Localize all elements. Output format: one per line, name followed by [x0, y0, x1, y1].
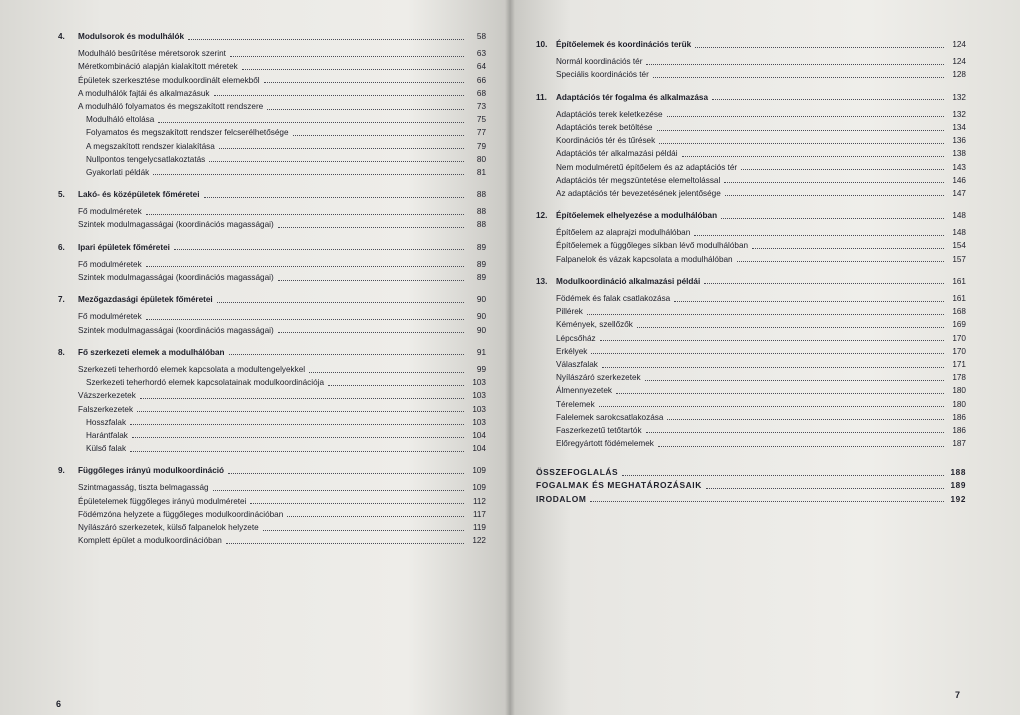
entry-title: Hosszfalak: [86, 417, 127, 427]
dot-leader: [226, 542, 464, 544]
entry-page-number: 75: [476, 115, 486, 125]
entry-title: Erkélyek: [556, 346, 588, 356]
dot-leader: [602, 366, 944, 368]
entry-title: Nyílászáró szerkezetek: [556, 373, 641, 383]
dot-leader: [188, 38, 464, 40]
entry-title: A modulháló folyamatos és megszakított rendszere: [78, 101, 264, 111]
entry-page-number: 66: [476, 75, 486, 85]
toc-entry[interactable]: [58, 153, 486, 166]
dot-leader: [140, 397, 464, 399]
toc-chapter-entry[interactable]: [536, 209, 966, 222]
entry-page-number: 88: [476, 220, 486, 230]
toc-entry[interactable]: [536, 305, 966, 318]
entry-title: Falszerkezetek: [78, 404, 134, 414]
toc-entry[interactable]: [58, 258, 486, 271]
toc-entry[interactable]: [536, 174, 966, 187]
dot-leader: [724, 181, 944, 183]
toc-entry[interactable]: [536, 55, 966, 68]
toc-entry[interactable]: [536, 108, 966, 121]
dot-leader: [646, 431, 944, 433]
entry-title: Adaptációs tér fogalma és alkalmazása: [556, 92, 708, 102]
toc-entry[interactable]: [58, 403, 486, 416]
toc-entry[interactable]: [58, 416, 486, 429]
entry-title: FOGALMAK ÉS MEGHATÁROZÁSAIK: [536, 480, 702, 491]
entry-title: Épületek szerkesztése modulkoordinált elemekből: [78, 75, 260, 85]
entry-title: Harántfalak: [86, 430, 128, 440]
entry-page-number: 89: [476, 273, 486, 282]
entry-page-number: 189: [950, 481, 966, 491]
entry-title: Gyakorlati példák: [86, 167, 150, 177]
entry-title: Modulsorok és modulhálók: [78, 32, 184, 41]
toc-entry[interactable]: [536, 318, 966, 331]
entry-page-number: 89: [476, 259, 486, 269]
entry-title: Szerkezeti teherhordó elemek kapcsolatainak modulkoordinációja: [86, 378, 325, 388]
entry-title: Térelemek: [556, 399, 595, 409]
toc-chapter-entry[interactable]: [58, 30, 486, 43]
entry-page-number: 81: [476, 167, 486, 177]
dot-leader: [674, 300, 944, 302]
toc-entry[interactable]: [536, 68, 966, 81]
entry-page-number: 136: [952, 136, 966, 146]
entry-title: A modulhálók fajtái és alkalmazásuk: [78, 88, 210, 98]
toc-entry[interactable]: [58, 481, 486, 494]
entry-page-number: 138: [952, 149, 966, 159]
entry-page-number: 132: [952, 92, 966, 102]
dot-leader: [667, 115, 945, 117]
entry-page-number: 171: [952, 359, 966, 369]
toc-entry[interactable]: [536, 384, 966, 397]
toc-backmatter-entry[interactable]: [536, 466, 966, 479]
toc-entry[interactable]: [58, 442, 486, 455]
entry-page-number: 109: [472, 466, 486, 476]
entry-page-number: 170: [952, 346, 966, 356]
entry-title: Építőelemek elhelyezése a modulhálóban: [556, 211, 718, 221]
dot-leader: [752, 247, 944, 249]
dot-leader: [214, 94, 464, 96]
entry-title: Fő modulméretek: [78, 312, 142, 322]
entry-page-number: 103: [472, 417, 486, 427]
entry-title: Az adaptációs tér bevezetésének jelentősége: [556, 188, 721, 198]
dot-leader: [712, 98, 944, 100]
dot-leader: [263, 529, 464, 531]
entry-title: Adaptációs tér alkalmazási példái: [556, 149, 678, 159]
entry-page-number: 104: [472, 430, 486, 440]
entry-title: Fő szerkezeti elemek a modulhálóban: [78, 347, 225, 357]
dot-leader: [622, 474, 944, 476]
chapter-number: 12.: [536, 211, 548, 221]
entry-title: A megszakított rendszer kialakítása: [86, 141, 215, 151]
entry-page-number: 147: [952, 188, 966, 198]
toc-entry[interactable]: [58, 47, 486, 60]
book-gutter: [505, 0, 515, 715]
entry-page-number: 103: [472, 391, 486, 401]
toc-entry[interactable]: [536, 371, 966, 384]
toc-entry[interactable]: [58, 363, 486, 376]
toc-entry[interactable]: [58, 205, 486, 218]
entry-title: Födémzóna helyzete a függőleges modulkoordinációban: [78, 509, 284, 519]
entry-page-number: 63: [476, 49, 486, 59]
dot-leader: [278, 226, 464, 228]
toc-entry[interactable]: [58, 429, 486, 442]
entry-page-number: 103: [472, 378, 486, 388]
entry-page-number: 161: [952, 276, 966, 286]
toc-entry[interactable]: [58, 271, 486, 284]
toc-entry[interactable]: [536, 147, 966, 160]
toc-entry[interactable]: [536, 134, 966, 147]
toc-entry[interactable]: [536, 345, 966, 358]
toc-left: [58, 30, 486, 547]
entry-title: Lépcsőház: [556, 333, 596, 343]
dot-leader: [721, 217, 944, 219]
entry-page-number: 170: [952, 333, 966, 343]
dot-leader: [278, 279, 464, 281]
entry-title: Külső falak: [86, 444, 127, 454]
entry-page-number: 73: [476, 101, 486, 111]
entry-page-number: 79: [476, 141, 486, 151]
page-number-right: 7: [955, 690, 961, 700]
entry-page-number: 188: [950, 468, 966, 478]
toc-entry[interactable]: [536, 424, 966, 437]
entry-page-number: 186: [952, 412, 966, 422]
entry-title: Álmennyezetek: [556, 386, 612, 396]
toc-entry[interactable]: [536, 226, 966, 239]
entry-title: Szerkezeti teherhordó elemek kapcsolata a modultengelyekkel: [78, 364, 306, 374]
entry-page-number: 124: [952, 40, 966, 49]
chapter-number: 13.: [536, 276, 548, 286]
toc-entry[interactable]: [536, 292, 966, 305]
entry-page-number: 186: [952, 425, 966, 435]
dot-leader: [741, 168, 944, 170]
entry-title: Fő modulméretek: [78, 207, 142, 217]
entry-title: Válaszfalak: [556, 359, 598, 369]
entry-page-number: 80: [476, 154, 486, 164]
dot-leader: [616, 392, 944, 394]
entry-title: Modulháló besűrítése méretsorok szerint: [78, 49, 226, 59]
dot-leader: [278, 331, 464, 333]
entry-title: Falpanelok és vázak kapcsolata a modulhálóban: [556, 254, 733, 264]
dot-leader: [293, 134, 464, 136]
dot-leader: [637, 326, 944, 328]
dot-leader: [328, 384, 464, 386]
dot-leader: [130, 450, 464, 452]
dot-leader: [599, 405, 944, 407]
entry-title: Fő modulméretek: [78, 259, 142, 269]
chapter-number: 6.: [58, 242, 65, 252]
dot-leader: [600, 339, 944, 341]
entry-page-number: 109: [472, 483, 486, 493]
dot-leader: [213, 489, 464, 491]
entry-page-number: 58: [476, 32, 486, 41]
entry-title: Nyílászáró szerkezetek, külső falpanelok helyzete: [78, 523, 259, 532]
dot-leader: [204, 196, 465, 198]
dot-leader: [645, 379, 944, 381]
right-page: [510, 0, 1020, 715]
entry-page-number: 180: [952, 399, 966, 409]
entry-page-number: 88: [476, 207, 486, 217]
entry-page-number: 104: [472, 444, 486, 454]
dot-leader: [694, 234, 944, 236]
dot-leader: [209, 160, 464, 162]
entry-page-number: 169: [952, 320, 966, 330]
dot-leader: [657, 129, 945, 131]
chapter-number: 4.: [58, 32, 65, 41]
toc-entry[interactable]: [536, 187, 966, 200]
dot-leader: [309, 371, 464, 373]
toc-entry[interactable]: [58, 218, 486, 231]
entry-title: Adaptációs tér megszüntetése elemeltolással: [556, 175, 721, 185]
toc-entry[interactable]: [536, 332, 966, 345]
dot-leader: [137, 410, 464, 412]
toc-entry[interactable]: [58, 60, 486, 73]
toc-entry[interactable]: [536, 398, 966, 411]
entry-title: Normál koordinációs tér: [556, 57, 643, 67]
entry-page-number: 161: [952, 294, 966, 303]
entry-title: Födémek és falak csatlakozása: [556, 294, 671, 303]
dot-leader: [219, 147, 464, 149]
entry-title: Folyamatos és megszakított rendszer felcserélhetősége: [86, 128, 289, 138]
toc-chapter-entry[interactable]: [58, 293, 486, 306]
entry-title: Faszerkezetű tetőtartók: [556, 425, 642, 435]
dot-leader: [146, 265, 464, 267]
entry-title: Szintek modulmagasságai (koordinációs magasságai): [78, 325, 274, 335]
dot-leader: [230, 55, 464, 57]
toc-chapter-entry[interactable]: [58, 464, 486, 477]
toc-entry[interactable]: [58, 166, 486, 179]
entry-title: Szintek modulmagasságai (koordinációs magasságai): [78, 220, 274, 230]
toc-entry[interactable]: [58, 495, 486, 508]
entry-title: Függőleges irányú modulkoordináció: [78, 466, 225, 476]
dot-leader: [646, 63, 944, 65]
entry-page-number: 146: [952, 175, 966, 185]
entry-title: Előregyártott födémelemek: [556, 439, 654, 449]
entry-page-number: 64: [476, 62, 486, 72]
dot-leader: [659, 142, 944, 144]
entry-page-number: 119: [472, 523, 486, 532]
entry-title: Pillérek: [556, 307, 583, 317]
toc-entry[interactable]: [58, 376, 486, 389]
chapter-number: 8.: [58, 347, 65, 357]
toc-entry[interactable]: [58, 508, 486, 521]
toc-entry[interactable]: [58, 534, 486, 547]
toc-backmatter-entry[interactable]: [536, 493, 966, 506]
entry-page-number: 90: [476, 325, 486, 335]
dot-leader: [174, 248, 464, 250]
toc-entry[interactable]: [58, 140, 486, 153]
dot-leader: [287, 515, 464, 517]
entry-title: Szintmagasság, tiszta belmagasság: [78, 483, 209, 493]
entry-page-number: 89: [476, 242, 486, 252]
toc-entry[interactable]: [58, 113, 486, 126]
entry-title: Épületelemek függőleges irányú modulméretei: [78, 496, 247, 506]
entry-title: Építőelemek és koordinációs terük: [556, 40, 692, 49]
dot-leader: [158, 121, 464, 123]
entry-title: IRODALOM: [536, 493, 587, 504]
toc-entry[interactable]: [58, 324, 486, 337]
toc-entry[interactable]: [58, 126, 486, 139]
entry-title: Falelemek sarokcsatlakozása: [556, 412, 664, 422]
entry-page-number: 68: [476, 88, 486, 98]
dot-leader: [695, 46, 944, 48]
entry-page-number: 143: [952, 162, 966, 172]
entry-page-number: 112: [472, 496, 486, 506]
entry-title: Építőelem az alaprajzi modulhálóban: [556, 228, 691, 238]
entry-title: Adaptációs terek betöltése: [556, 122, 653, 132]
entry-page-number: 168: [952, 307, 966, 317]
entry-page-number: 157: [952, 254, 966, 264]
toc-entry[interactable]: [58, 521, 486, 534]
toc-entry[interactable]: [536, 239, 966, 252]
dot-leader: [725, 194, 944, 196]
toc-chapter-entry[interactable]: [58, 188, 486, 201]
entry-title: Adaptációs terek keletkezése: [556, 109, 663, 119]
dot-leader: [153, 173, 464, 175]
toc-chapter-entry[interactable]: [536, 275, 966, 288]
dot-leader: [264, 81, 464, 83]
entry-page-number: 192: [950, 494, 966, 504]
dot-leader: [229, 353, 464, 355]
dot-leader: [667, 418, 944, 420]
toc-entry[interactable]: [536, 161, 966, 174]
entry-page-number: 132: [952, 109, 966, 119]
entry-page-number: 88: [476, 190, 486, 200]
entry-page-number: 187: [952, 439, 966, 449]
entry-page-number: 154: [952, 241, 966, 251]
entry-title: Modulkoordináció alkalmazási példái: [556, 276, 701, 286]
entry-title: Speciális koordinációs tér: [556, 70, 649, 80]
chapter-number: 7.: [58, 295, 65, 305]
entry-title: Kémények, szellőzők: [556, 320, 633, 330]
toc-entry[interactable]: [536, 253, 966, 266]
dot-leader: [132, 436, 464, 438]
entry-title: Koordinációs tér és tűrések: [556, 136, 656, 146]
page-number-left: 6: [56, 699, 62, 709]
entry-title: Lakó- és középületek főméretei: [78, 190, 200, 200]
entry-title: Komplett épület a modulkoordinációban: [78, 536, 222, 546]
entry-title: Modulháló eltolása: [86, 115, 155, 125]
toc-backmatter-entry[interactable]: [536, 479, 966, 492]
dot-leader: [682, 155, 944, 157]
dot-leader: [146, 213, 464, 215]
dot-leader: [706, 487, 944, 489]
toc-entry[interactable]: [58, 389, 486, 402]
toc-entry[interactable]: [536, 411, 966, 424]
toc-entry[interactable]: [58, 310, 486, 323]
entry-page-number: 148: [952, 211, 966, 221]
entry-title: Építőelemek a függőleges síkban lévő modulhálóban: [556, 241, 749, 251]
entry-title: Szintek modulmagasságai (koordinációs magasságai): [78, 273, 274, 282]
entry-page-number: 180: [952, 386, 966, 396]
entry-page-number: 103: [472, 404, 486, 414]
dot-leader: [590, 500, 944, 502]
dot-leader: [228, 472, 464, 474]
entry-page-number: 124: [952, 57, 966, 67]
dot-leader: [267, 108, 464, 110]
toc-entry[interactable]: [536, 121, 966, 134]
entry-title: Mezőgazdasági épületek főméretei: [78, 295, 213, 305]
entry-page-number: 90: [476, 312, 486, 322]
toc-entry[interactable]: [58, 100, 486, 113]
entry-page-number: 128: [952, 70, 966, 80]
dot-leader: [591, 352, 944, 354]
entry-page-number: 117: [472, 509, 486, 519]
toc-chapter-entry[interactable]: [536, 91, 966, 104]
toc-entry[interactable]: [58, 74, 486, 87]
entry-title: ÖSSZEFOGLALÁS: [536, 467, 619, 478]
entry-page-number: 99: [476, 364, 486, 374]
entry-title: Méretkombináció alapján kialakított méretek: [78, 62, 238, 72]
entry-page-number: 90: [476, 295, 486, 305]
entry-title: Nem modulméretű építőelem és az adaptációs tér: [556, 162, 738, 172]
dot-leader: [242, 68, 464, 70]
dot-leader: [704, 282, 944, 284]
dot-leader: [737, 260, 944, 262]
dot-leader: [658, 445, 944, 447]
toc-chapter-entry[interactable]: [58, 346, 486, 359]
dot-leader: [250, 502, 464, 504]
chapter-number: 11.: [536, 92, 547, 102]
dot-leader: [653, 76, 944, 78]
entry-title: Ipari épületek főméretei: [78, 242, 170, 252]
chapter-number: 5.: [58, 190, 65, 200]
entry-page-number: 134: [952, 122, 966, 132]
entry-page-number: 148: [952, 228, 966, 238]
dot-leader: [587, 313, 944, 315]
dot-leader: [217, 301, 464, 303]
entry-page-number: 178: [952, 373, 966, 383]
toc-chapter-entry[interactable]: [58, 241, 486, 254]
chapter-number: 9.: [58, 466, 65, 476]
dot-leader: [130, 423, 464, 425]
entry-page-number: 122: [472, 536, 486, 546]
toc-entry[interactable]: [536, 358, 966, 371]
entry-page-number: 91: [476, 347, 486, 357]
entry-page-number: 77: [476, 128, 486, 138]
toc-chapter-entry[interactable]: [536, 38, 966, 51]
toc-entry[interactable]: [536, 437, 966, 450]
entry-title: Vázszerkezetek: [78, 391, 136, 401]
entry-title: Nullpontos tengelycsatlakoztatás: [86, 154, 206, 164]
toc-entry[interactable]: [58, 87, 486, 100]
dot-leader: [146, 318, 464, 320]
chapter-number: 10.: [536, 40, 548, 49]
toc-right: [536, 38, 966, 506]
